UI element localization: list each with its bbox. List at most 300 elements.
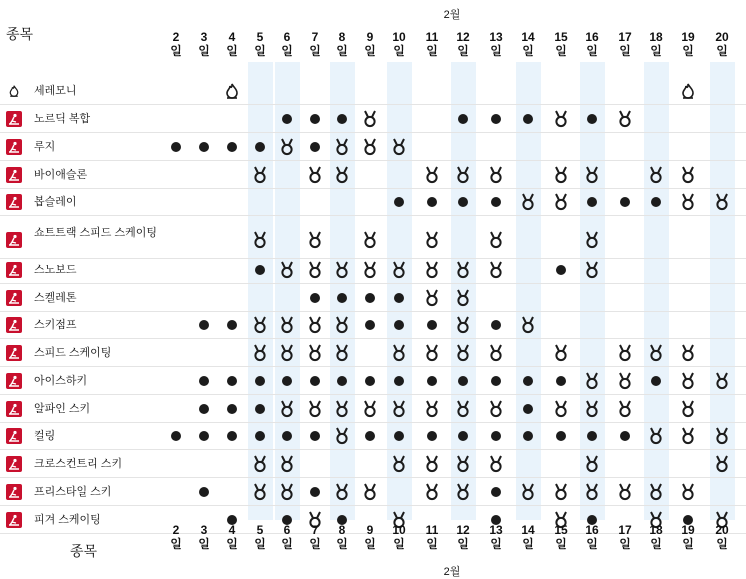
day-unit: 일 — [555, 537, 567, 551]
event-dot-icon — [651, 376, 661, 386]
event-dot — [305, 482, 325, 502]
medal-icon — [422, 230, 442, 250]
event-dot-icon — [310, 114, 320, 124]
day-header-2 — [164, 30, 188, 58]
day-number: 12 — [456, 30, 470, 44]
day-unit: 일 — [716, 44, 728, 58]
sport-column-header: 종목 — [6, 26, 34, 42]
medal-icon — [277, 260, 297, 280]
day-unit: 일 — [619, 537, 631, 551]
event-dot — [305, 288, 325, 308]
row-divider — [0, 449, 746, 450]
medal-icon — [453, 482, 473, 502]
event-dot-icon — [394, 376, 404, 386]
day-header-12 — [451, 30, 475, 58]
row-divider — [0, 188, 746, 189]
event-dot — [422, 426, 442, 446]
medal-icon — [422, 482, 442, 502]
event-dot-icon — [523, 431, 533, 441]
day-header-5 — [248, 30, 272, 58]
medal-icon — [551, 482, 571, 502]
event-dot — [389, 426, 409, 446]
event-dot — [305, 426, 325, 446]
event-dot — [486, 109, 506, 129]
day-unit: 일 — [309, 44, 321, 58]
event-dot — [194, 399, 214, 419]
day-number: 20 — [715, 30, 729, 44]
medal-icon — [453, 315, 473, 335]
medal-icon — [453, 260, 473, 280]
day-number: 11 — [425, 523, 439, 537]
freestyle-skiing-icon — [6, 484, 22, 500]
medal-icon — [389, 343, 409, 363]
event-dot — [453, 192, 473, 212]
medal-icon — [582, 165, 602, 185]
medal-icon — [582, 482, 602, 502]
medal-icon — [305, 399, 325, 419]
medal-icon — [551, 192, 571, 212]
event-dot-icon — [651, 197, 661, 207]
medal-icon — [486, 454, 506, 474]
event-dot-icon — [427, 320, 437, 330]
medal-icon — [453, 399, 473, 419]
shaded-day-column — [275, 62, 300, 520]
medal-icon — [332, 137, 352, 157]
luge-icon — [6, 139, 22, 155]
event-dot — [250, 137, 270, 157]
event-dot-icon — [255, 265, 265, 275]
event-dot — [582, 109, 602, 129]
medal-icon — [678, 371, 698, 391]
event-dot-icon — [199, 404, 209, 414]
day-number: 9 — [366, 30, 374, 44]
event-dot-icon — [587, 197, 597, 207]
event-dot-icon — [255, 376, 265, 386]
day-footer-16 — [580, 523, 604, 551]
day-number: 15 — [554, 523, 568, 537]
sport-name[interactable]: 쇼트트랙 스피드 스케이팅 — [34, 227, 157, 239]
medal-icon — [582, 260, 602, 280]
medal-icon — [360, 109, 380, 129]
day-unit: 일 — [170, 537, 182, 551]
medal-icon — [305, 260, 325, 280]
event-dot-icon — [255, 404, 265, 414]
day-footer-18 — [644, 523, 668, 551]
day-unit: 일 — [586, 537, 598, 551]
row-divider — [0, 311, 746, 312]
day-number: 14 — [521, 523, 535, 537]
event-dot — [250, 371, 270, 391]
event-dot — [389, 192, 409, 212]
medal-icon — [422, 260, 442, 280]
day-footer-6 — [275, 523, 299, 551]
day-header-7 — [303, 30, 327, 58]
medal-icon — [551, 109, 571, 129]
sport-name[interactable]: 세레모니 — [34, 85, 77, 97]
medal-icon — [332, 260, 352, 280]
medal-icon — [250, 315, 270, 335]
medal-icon — [360, 260, 380, 280]
event-dot — [551, 371, 571, 391]
event-dot-icon — [491, 197, 501, 207]
day-header-13 — [484, 30, 508, 58]
day-header-14 — [516, 30, 540, 58]
event-dot — [166, 426, 186, 446]
medal-icon — [332, 426, 352, 446]
nordic-combined-icon — [6, 111, 22, 127]
row-divider — [0, 366, 746, 367]
day-number: 3 — [200, 30, 208, 44]
sport-name[interactable]: 스키점프 — [34, 319, 77, 331]
sport-name[interactable]: 루지 — [34, 141, 56, 153]
day-footer-14 — [516, 523, 540, 551]
day-number: 12 — [456, 523, 470, 537]
medal-icon — [305, 165, 325, 185]
event-dot — [250, 399, 270, 419]
day-number: 14 — [521, 30, 535, 44]
row-divider — [0, 283, 746, 284]
day-unit: 일 — [254, 44, 266, 58]
event-dot — [582, 426, 602, 446]
event-dot-icon — [282, 114, 292, 124]
medal-icon — [422, 343, 442, 363]
day-header-15 — [549, 30, 573, 58]
sport-name[interactable]: 프리스타일 스키 — [34, 486, 112, 498]
medal-icon — [646, 482, 666, 502]
sport-name[interactable]: 노르딕 복합 — [34, 113, 91, 125]
event-dot-icon — [199, 320, 209, 330]
row-divider — [0, 104, 746, 105]
sport-name[interactable]: 스노보드 — [34, 264, 77, 276]
day-unit: 일 — [490, 44, 502, 58]
medal-icon — [678, 192, 698, 212]
day-unit: 일 — [426, 537, 438, 551]
medal-icon — [678, 399, 698, 419]
day-unit: 일 — [426, 44, 438, 58]
day-number: 5 — [256, 30, 264, 44]
medal-icon — [582, 230, 602, 250]
ceremony-icon — [222, 81, 242, 101]
alpine-skiing-icon — [6, 401, 22, 417]
event-dot — [518, 399, 538, 419]
medal-icon — [277, 399, 297, 419]
event-dot — [453, 371, 473, 391]
day-number: 19 — [681, 523, 695, 537]
day-unit: 일 — [226, 44, 238, 58]
medal-icon — [615, 109, 635, 129]
day-number: 18 — [649, 30, 663, 44]
day-unit: 일 — [393, 44, 405, 58]
day-unit: 일 — [650, 44, 662, 58]
day-footer-17 — [613, 523, 637, 551]
medal-icon — [332, 165, 352, 185]
event-dot-icon — [394, 431, 404, 441]
event-dot — [646, 371, 666, 391]
event-dot-icon — [458, 376, 468, 386]
event-dot — [486, 482, 506, 502]
medal-icon — [277, 137, 297, 157]
medal-icon — [332, 399, 352, 419]
day-number: 16 — [585, 30, 599, 44]
shaded-day-column — [248, 62, 273, 520]
day-number: 9 — [366, 523, 374, 537]
day-unit: 일 — [555, 44, 567, 58]
event-dot-icon — [620, 431, 630, 441]
row-divider — [0, 394, 746, 395]
medal-icon — [389, 399, 409, 419]
medal-icon — [678, 426, 698, 446]
medal-icon — [389, 260, 409, 280]
medal-icon — [250, 343, 270, 363]
event-dot — [422, 371, 442, 391]
sport-name[interactable]: 알파인 스키 — [34, 403, 91, 415]
medal-icon — [389, 137, 409, 157]
event-dot-icon — [365, 320, 375, 330]
day-header-4 — [220, 30, 244, 58]
medal-icon — [712, 426, 732, 446]
medal-icon — [615, 343, 635, 363]
shaded-day-column — [516, 62, 541, 520]
medal-icon — [582, 371, 602, 391]
row-divider — [0, 505, 746, 506]
day-unit: 일 — [522, 44, 534, 58]
event-dot-icon — [227, 142, 237, 152]
day-footer-11 — [420, 523, 444, 551]
event-dot-icon — [282, 376, 292, 386]
event-dot-icon — [556, 431, 566, 441]
event-dot — [360, 288, 380, 308]
day-number: 5 — [256, 523, 264, 537]
sport-name[interactable]: 스켈레톤 — [34, 292, 77, 304]
day-header-9 — [358, 30, 382, 58]
row-divider — [0, 160, 746, 161]
medal-icon — [422, 288, 442, 308]
day-unit: 일 — [198, 537, 210, 551]
row-divider — [0, 258, 746, 259]
event-dot-icon — [365, 431, 375, 441]
medal-icon — [389, 454, 409, 474]
day-number: 17 — [618, 523, 632, 537]
event-dot-icon — [556, 376, 566, 386]
medal-icon — [582, 454, 602, 474]
medal-icon — [332, 343, 352, 363]
row-divider — [0, 132, 746, 133]
event-dot-icon — [365, 376, 375, 386]
event-dot-icon — [427, 376, 437, 386]
event-dot-icon — [427, 197, 437, 207]
day-number: 10 — [392, 523, 406, 537]
shaded-day-column — [710, 62, 735, 520]
event-dot-icon — [491, 487, 501, 497]
medal-icon — [277, 315, 297, 335]
medal-icon — [582, 399, 602, 419]
day-number: 13 — [489, 523, 503, 537]
medal-icon — [518, 315, 538, 335]
day-footer-5 — [248, 523, 272, 551]
event-dot-icon — [587, 431, 597, 441]
event-dot — [518, 371, 538, 391]
short-track-icon — [6, 232, 22, 248]
day-unit: 일 — [490, 537, 502, 551]
day-number: 6 — [283, 523, 291, 537]
shaded-day-column — [644, 62, 669, 520]
event-dot — [582, 192, 602, 212]
medal-icon — [250, 230, 270, 250]
sport-name[interactable]: 크로스컨트리 스키 — [34, 458, 123, 470]
medal-icon — [551, 399, 571, 419]
sport-name[interactable]: 컬링 — [34, 430, 56, 442]
day-number: 7 — [311, 30, 319, 44]
medal-icon — [360, 482, 380, 502]
event-dot-icon — [365, 293, 375, 303]
medal-icon — [551, 165, 571, 185]
medal-icon — [615, 399, 635, 419]
event-dot-icon — [227, 376, 237, 386]
day-footer-9 — [358, 523, 382, 551]
event-dot — [194, 426, 214, 446]
medal-icon — [615, 371, 635, 391]
day-unit: 일 — [586, 44, 598, 58]
event-dot-icon — [255, 142, 265, 152]
sport-name[interactable]: 바이애슬론 — [34, 169, 88, 181]
day-number: 2 — [172, 523, 180, 537]
day-footer-7 — [303, 523, 327, 551]
event-dot-icon — [394, 293, 404, 303]
event-dot — [222, 426, 242, 446]
event-dot — [194, 371, 214, 391]
event-dot-icon — [227, 404, 237, 414]
day-header-11 — [420, 30, 444, 58]
ice-hockey-icon — [6, 373, 22, 389]
medal-icon — [518, 192, 538, 212]
event-dot — [646, 192, 666, 212]
sport-name[interactable]: 피겨 스케이팅 — [34, 514, 101, 526]
day-number: 13 — [489, 30, 503, 44]
medal-icon — [360, 230, 380, 250]
medal-icon — [422, 165, 442, 185]
event-dot-icon — [337, 114, 347, 124]
day-number: 10 — [392, 30, 406, 44]
event-dot-icon — [523, 376, 533, 386]
sport-name[interactable]: 스피드 스케이팅 — [34, 347, 112, 359]
event-dot-icon — [491, 376, 501, 386]
event-dot — [332, 109, 352, 129]
event-dot-icon — [620, 197, 630, 207]
day-header-8 — [330, 30, 354, 58]
event-dot — [389, 315, 409, 335]
event-dot-icon — [282, 431, 292, 441]
medal-icon — [332, 315, 352, 335]
medal-icon — [678, 343, 698, 363]
ceremony-flame-icon — [6, 83, 22, 99]
event-dot-icon — [458, 114, 468, 124]
day-number: 6 — [283, 30, 291, 44]
medal-icon — [712, 454, 732, 474]
event-dot — [222, 137, 242, 157]
day-unit: 일 — [393, 537, 405, 551]
event-dot — [332, 371, 352, 391]
day-unit: 일 — [364, 537, 376, 551]
row-divider — [0, 215, 746, 216]
snowboard-icon — [6, 262, 22, 278]
shaded-day-column — [580, 62, 605, 520]
event-dot — [250, 426, 270, 446]
medal-icon — [646, 343, 666, 363]
event-dot-icon — [227, 431, 237, 441]
medal-icon — [678, 165, 698, 185]
medal-icon — [250, 482, 270, 502]
medal-icon — [360, 399, 380, 419]
day-number: 19 — [681, 30, 695, 44]
medal-icon — [277, 482, 297, 502]
day-header-6 — [275, 30, 299, 58]
event-dot — [250, 260, 270, 280]
event-dot — [194, 137, 214, 157]
skeleton-icon — [6, 290, 22, 306]
day-header-19 — [676, 30, 700, 58]
event-dot-icon — [587, 114, 597, 124]
medal-icon — [422, 399, 442, 419]
event-dot-icon — [171, 142, 181, 152]
event-dot — [305, 371, 325, 391]
day-unit: 일 — [716, 537, 728, 551]
medal-icon — [615, 482, 635, 502]
event-dot-icon — [556, 265, 566, 275]
event-dot — [422, 192, 442, 212]
medal-icon — [712, 371, 732, 391]
medal-icon — [712, 192, 732, 212]
medal-icon — [305, 343, 325, 363]
medal-icon — [305, 315, 325, 335]
event-dot — [332, 288, 352, 308]
event-dot — [453, 426, 473, 446]
event-dot-icon — [491, 320, 501, 330]
medal-icon — [646, 426, 666, 446]
event-dot-icon — [199, 142, 209, 152]
day-number: 18 — [649, 523, 663, 537]
medal-icon — [422, 454, 442, 474]
event-dot-icon — [337, 376, 347, 386]
event-dot — [486, 315, 506, 335]
row-divider — [0, 422, 746, 423]
day-number: 2 — [172, 30, 180, 44]
biathlon-icon — [6, 167, 22, 183]
day-header-10 — [387, 30, 411, 58]
event-dot-icon — [394, 197, 404, 207]
event-dot — [277, 109, 297, 129]
day-footer-20 — [710, 523, 734, 551]
day-footer-2 — [164, 523, 188, 551]
event-dot-icon — [310, 293, 320, 303]
medal-icon — [486, 399, 506, 419]
medal-icon — [486, 165, 506, 185]
day-number: 16 — [585, 523, 599, 537]
medal-icon — [332, 482, 352, 502]
event-dot — [360, 371, 380, 391]
event-dot-icon — [491, 431, 501, 441]
event-dot — [360, 315, 380, 335]
day-number: 7 — [311, 523, 319, 537]
day-unit: 일 — [619, 44, 631, 58]
day-footer-4 — [220, 523, 244, 551]
sport-name[interactable]: 아이스하키 — [34, 375, 88, 387]
event-dot-icon — [337, 293, 347, 303]
day-number: 11 — [425, 30, 439, 44]
sport-name[interactable]: 봅슬레이 — [34, 196, 77, 208]
sport-column-footer: 종목 — [70, 543, 98, 559]
medal-icon — [646, 165, 666, 185]
event-dot — [518, 109, 538, 129]
